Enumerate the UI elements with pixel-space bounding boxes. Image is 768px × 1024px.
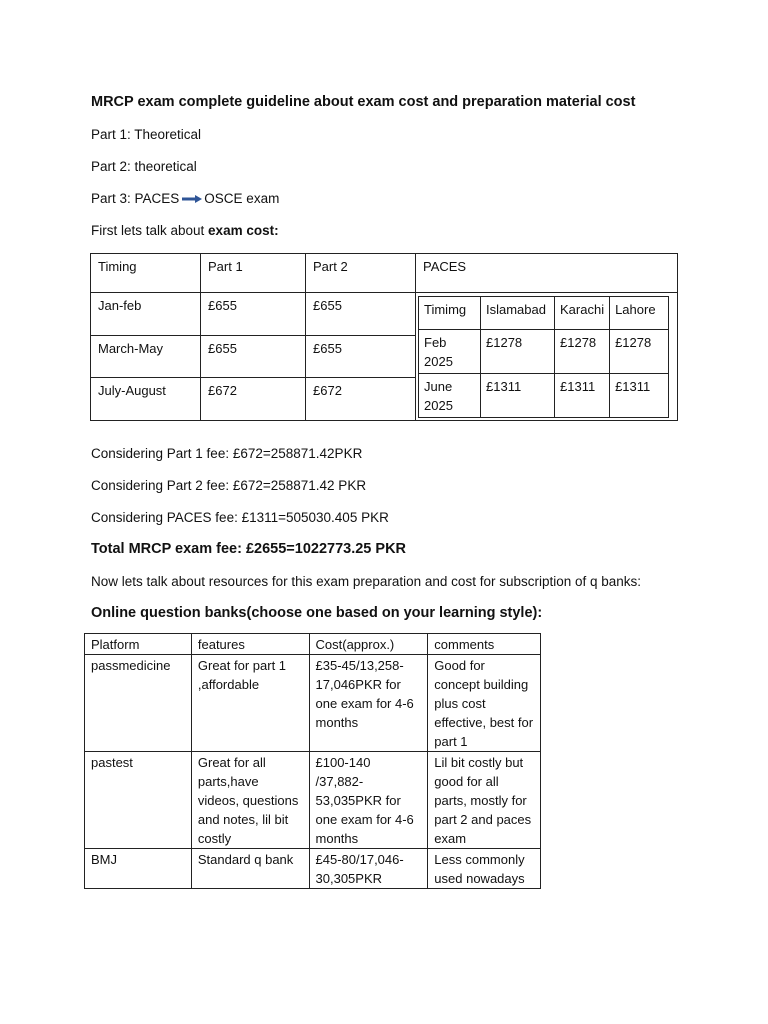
header-cell: Part 1 bbox=[201, 254, 306, 293]
features-cell: Great for part 1 ,affordable bbox=[191, 655, 309, 752]
part3-line bbox=[91, 191, 279, 206]
paces-header-cell: Islamabad bbox=[481, 297, 555, 330]
cost-cell: £100-140 /37,882-53,035PKR for one exam for 4-6 months bbox=[309, 752, 428, 849]
comments-cell: Less commonly used nowadays bbox=[428, 849, 541, 889]
paces-fee-cell: £1311 bbox=[481, 374, 555, 418]
timing-cell: July-August bbox=[91, 378, 201, 421]
table-header-row bbox=[85, 634, 541, 655]
exam-cost-table bbox=[90, 253, 678, 421]
table-row bbox=[91, 293, 678, 336]
platform-cell: pastest bbox=[85, 752, 192, 849]
part1-fee-line: Considering Part 1 fee: £672=258871.42PKR bbox=[91, 446, 363, 461]
resources-intro: Now lets talk about resources for this exam preparation and cost for subscription of q banks: bbox=[91, 574, 642, 589]
timing-cell: March-May bbox=[91, 335, 201, 378]
paces-timing-cell: June 2025 bbox=[419, 374, 481, 418]
part3-suffix: OSCE exam bbox=[204, 191, 280, 206]
paces-fee-cell: £1311 bbox=[555, 374, 610, 418]
header-cell: Timing bbox=[91, 254, 201, 293]
paces-fee-cell: £1278 bbox=[610, 330, 669, 374]
qbank-heading: Online question banks(choose one based on your learning style): bbox=[91, 605, 543, 621]
document-title: MRCP exam complete guideline about exam cost and preparation material cost bbox=[91, 94, 636, 110]
header-cell: PACES bbox=[416, 254, 678, 293]
paces-header-cell: Timimg bbox=[419, 297, 481, 330]
table-header-row bbox=[91, 254, 678, 293]
part1-fee-cell: £672 bbox=[201, 378, 306, 421]
paces-cell bbox=[416, 293, 678, 421]
part2-fee-cell: £672 bbox=[306, 378, 416, 421]
paces-row bbox=[419, 330, 669, 374]
paces-fee-table bbox=[418, 296, 669, 418]
platform-cell: passmedicine bbox=[85, 655, 192, 752]
table-row bbox=[85, 752, 541, 849]
qbank-table bbox=[84, 633, 541, 889]
paces-header-cell: Karachi bbox=[555, 297, 610, 330]
cost-cell: £45-80/17,046-30,305PKR bbox=[309, 849, 428, 889]
comments-cell: Good for concept building plus cost effective, best for part 1 bbox=[428, 655, 541, 752]
exam-cost-intro-text: First lets talk about bbox=[91, 223, 209, 238]
exam-cost-intro bbox=[91, 223, 279, 238]
platform-cell: BMJ bbox=[85, 849, 192, 889]
part3-prefix: Part 3: PACES bbox=[91, 191, 180, 206]
paces-fee-line: Considering PACES fee: £1311=505030.405 PKR bbox=[91, 510, 389, 525]
timing-cell: Jan-feb bbox=[91, 293, 201, 336]
table-row bbox=[85, 655, 541, 752]
table-row bbox=[85, 849, 541, 889]
exam-cost-intro-bold: exam cost: bbox=[208, 223, 279, 238]
part2-line: Part 2: theoretical bbox=[91, 159, 197, 174]
header-cell: features bbox=[191, 634, 309, 655]
header-cell: Platform bbox=[85, 634, 192, 655]
part2-fee-line: Considering Part 2 fee: £672=258871.42 PKR bbox=[91, 478, 367, 493]
paces-fee-cell: £1278 bbox=[481, 330, 555, 374]
total-fee-line: Total MRCP exam fee: £2655=1022773.25 PKR bbox=[91, 541, 407, 557]
right-arrow-icon bbox=[182, 195, 202, 203]
part2-fee-cell: £655 bbox=[306, 335, 416, 378]
part1-fee-cell: £655 bbox=[201, 335, 306, 378]
part1-line: Part 1: Theoretical bbox=[91, 127, 202, 142]
paces-timing-cell: Feb 2025 bbox=[419, 330, 481, 374]
paces-fee-cell: £1278 bbox=[555, 330, 610, 374]
paces-header-cell: Lahore bbox=[610, 297, 669, 330]
header-cell: Cost(approx.) bbox=[309, 634, 428, 655]
cost-cell: £35-45/13,258-17,046PKR for one exam for 4-6 months bbox=[309, 655, 428, 752]
paces-row bbox=[419, 374, 669, 418]
paces-fee-cell: £1311 bbox=[610, 374, 669, 418]
header-cell: Part 2 bbox=[306, 254, 416, 293]
features-cell: Great for all parts,have videos, questions and notes, lil bit costly bbox=[191, 752, 309, 849]
comments-cell: Lil bit costly but good for all parts, mostly for part 2 and paces exam bbox=[428, 752, 541, 849]
part2-fee-cell: £655 bbox=[306, 293, 416, 336]
paces-header-row bbox=[419, 297, 669, 330]
part1-fee-cell: £655 bbox=[201, 293, 306, 336]
header-cell: comments bbox=[428, 634, 541, 655]
features-cell: Standard q bank bbox=[191, 849, 309, 889]
